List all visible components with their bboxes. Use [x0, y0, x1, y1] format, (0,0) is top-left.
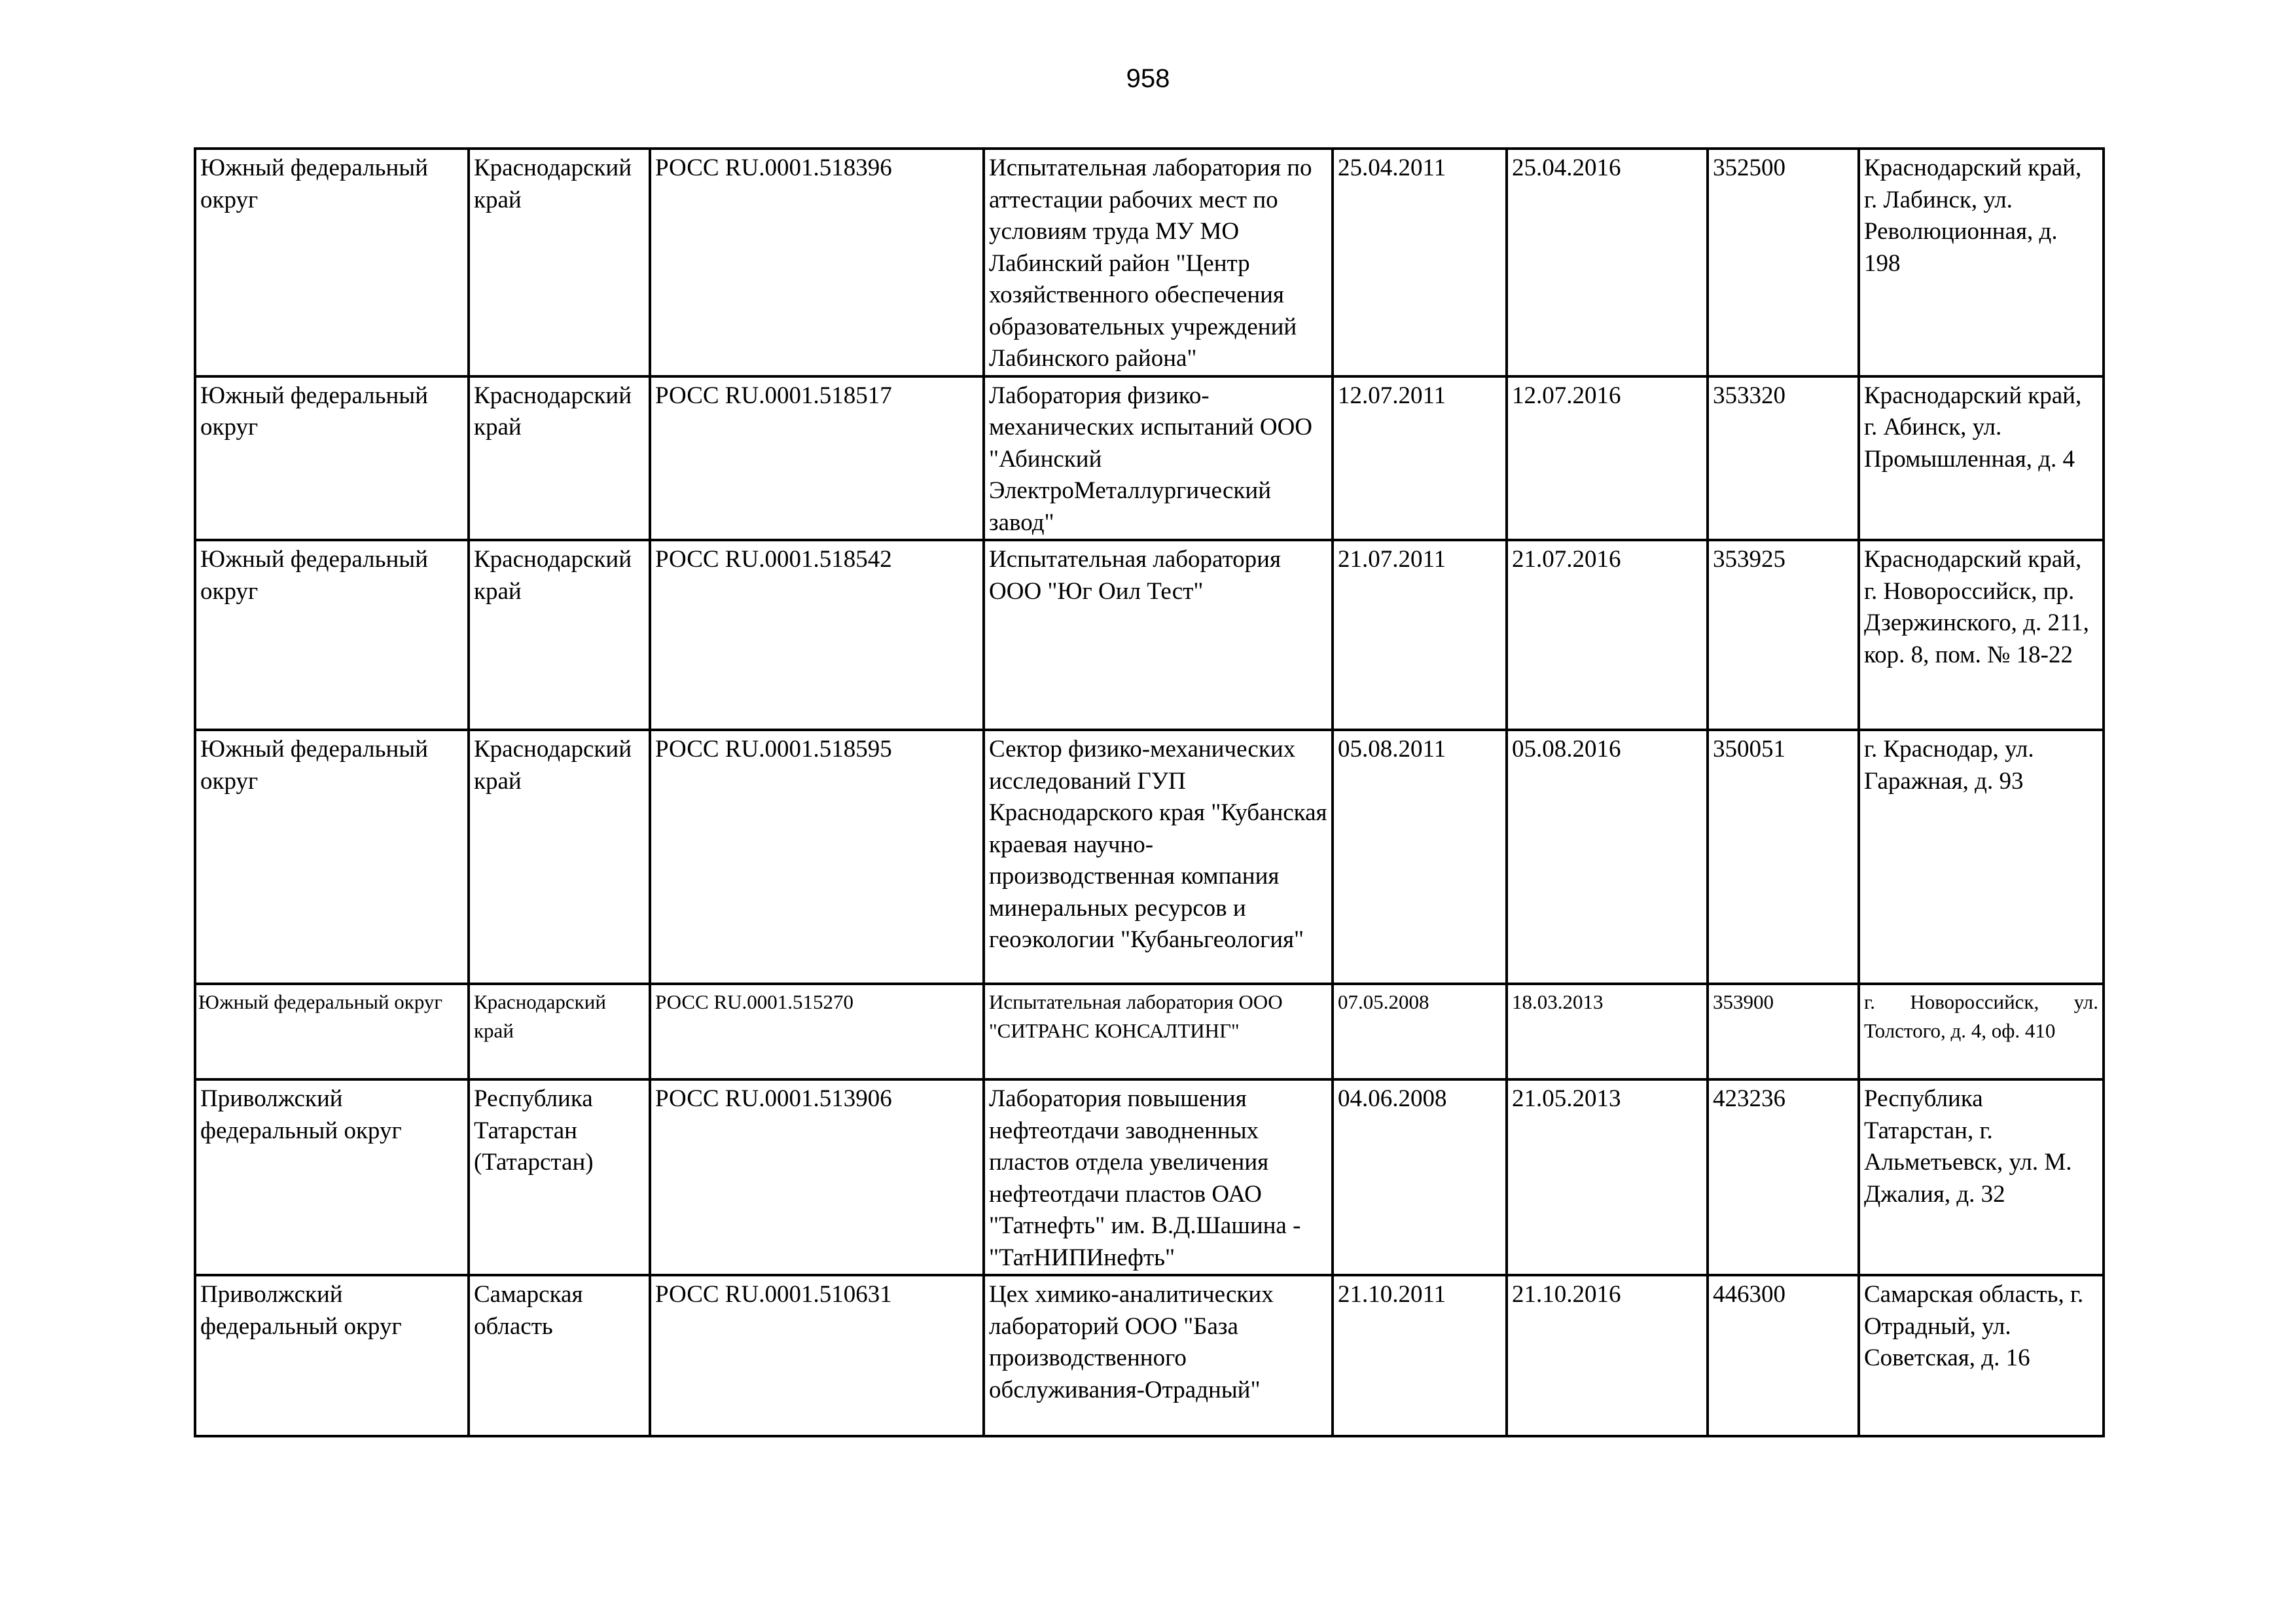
district-cell: Приволжский федеральный округ [195, 1079, 469, 1275]
region-cell: Краснодарский край [469, 984, 650, 1079]
district-cell: Южный федеральный округ [195, 984, 469, 1079]
address-cell: г. Новороссийск, ул. Толстого, д. 4, оф. 410 [1859, 984, 2104, 1079]
date-from-cell: 21.07.2011 [1333, 540, 1507, 730]
date-to-cell: 21.10.2016 [1507, 1275, 1708, 1436]
laboratory-name-cell: Сектор физико-механических исследований ГУП Краснодарского края "Кубанская краевая научно-производственная компания минеральных ресурсов и геоэкологии "Кубаньгеология" [984, 730, 1333, 984]
date-to-cell: 25.04.2016 [1507, 149, 1708, 376]
region-cell: Самарская область [469, 1275, 650, 1436]
table-row [195, 540, 2104, 730]
postal-index-cell: 353900 [1708, 984, 1859, 1079]
laboratory-name-cell: Цех химико-аналитических лабораторий ООО "База производственного обслуживания-Отрадный" [984, 1275, 1333, 1436]
date-from-cell: 25.04.2011 [1333, 149, 1507, 376]
address-cell: Самарская область, г. Отрадный, ул. Советская, д. 16 [1859, 1275, 2104, 1436]
table-row [195, 730, 2104, 984]
table-row [195, 376, 2104, 541]
laboratory-name-cell: Испытательная лаборатория ООО "СИТРАНС КОНСАЛТИНГ" [984, 984, 1333, 1079]
date-from-cell: 12.07.2011 [1333, 376, 1507, 541]
district-cell: Южный федеральный округ [195, 540, 469, 730]
postal-index-cell: 353320 [1708, 376, 1859, 541]
certificate-cell: РОСС RU.0001.518396 [650, 149, 984, 376]
date-from-cell: 07.05.2008 [1333, 984, 1507, 1079]
postal-index-cell: 352500 [1708, 149, 1859, 376]
date-from-cell: 21.10.2011 [1333, 1275, 1507, 1436]
postal-index-cell: 423236 [1708, 1079, 1859, 1275]
address-cell: Краснодарский край, г. Лабинск, ул. Революционная, д. 198 [1859, 149, 2104, 376]
address-cell: Краснодарский край, г. Абинск, ул. Промышленная, д. 4 [1859, 376, 2104, 541]
district-cell: Южный федеральный округ [195, 149, 469, 376]
address-cell: Республика Татарстан, г. Альметьевск, ул. М. Джалия, д. 32 [1859, 1079, 2104, 1275]
table-row [195, 1079, 2104, 1275]
address-cell: Краснодарский край, г. Новороссийск, пр. Дзержинского, д. 211, кор. 8, пом. № 18-22 [1859, 540, 2104, 730]
laboratory-name-cell: Лаборатория физико-механических испытаний ООО "Абинский ЭлектроМеталлургический завод" [984, 376, 1333, 541]
certificate-cell: РОСС RU.0001.513906 [650, 1079, 984, 1275]
postal-index-cell: 350051 [1708, 730, 1859, 984]
postal-index-cell: 446300 [1708, 1275, 1859, 1436]
date-to-cell: 21.05.2013 [1507, 1079, 1708, 1275]
address-cell: г. Краснодар, ул. Гаражная, д. 93 [1859, 730, 2104, 984]
certificate-cell: РОСС RU.0001.518542 [650, 540, 984, 730]
region-cell: Краснодарский край [469, 540, 650, 730]
date-from-cell: 04.06.2008 [1333, 1079, 1507, 1275]
table-row [195, 984, 2104, 1079]
district-cell: Южный федеральный округ [195, 376, 469, 541]
certificate-cell: РОСС RU.0001.515270 [650, 984, 984, 1079]
district-cell: Южный федеральный округ [195, 730, 469, 984]
date-to-cell: 21.07.2016 [1507, 540, 1708, 730]
laboratory-name-cell: Испытательная лаборатория ООО "Юг Оил Тест" [984, 540, 1333, 730]
region-cell: Краснодарский край [469, 376, 650, 541]
region-cell: Краснодарский край [469, 149, 650, 376]
certificate-cell: РОСС RU.0001.518595 [650, 730, 984, 984]
laboratory-name-cell: Лаборатория повышения нефтеотдачи заводненных пластов отдела увеличения нефтеотдачи пластов ОАО "Татнефть" им. В.Д.Шашина - "ТатНИПИнефть" [984, 1079, 1333, 1275]
date-to-cell: 12.07.2016 [1507, 376, 1708, 541]
date-to-cell: 18.03.2013 [1507, 984, 1708, 1079]
date-to-cell: 05.08.2016 [1507, 730, 1708, 984]
page-number: 958 [1126, 64, 1170, 93]
table-row [195, 149, 2104, 376]
table-row [195, 1275, 2104, 1436]
certificate-cell: РОСС RU.0001.510631 [650, 1275, 984, 1436]
laboratory-registry-table [194, 147, 2105, 1437]
region-cell: Республика Татарстан (Татарстан) [469, 1079, 650, 1275]
certificate-cell: РОСС RU.0001.518517 [650, 376, 984, 541]
date-from-cell: 05.08.2011 [1333, 730, 1507, 984]
region-cell: Краснодарский край [469, 730, 650, 984]
postal-index-cell: 353925 [1708, 540, 1859, 730]
laboratory-name-cell: Испытательная лаборатория по аттестации рабочих мест по условиям труда МУ МО Лабинский район "Центр хозяйственного обеспечения образовательных учреждений Лабинского района" [984, 149, 1333, 376]
district-cell: Приволжский федеральный округ [195, 1275, 469, 1436]
